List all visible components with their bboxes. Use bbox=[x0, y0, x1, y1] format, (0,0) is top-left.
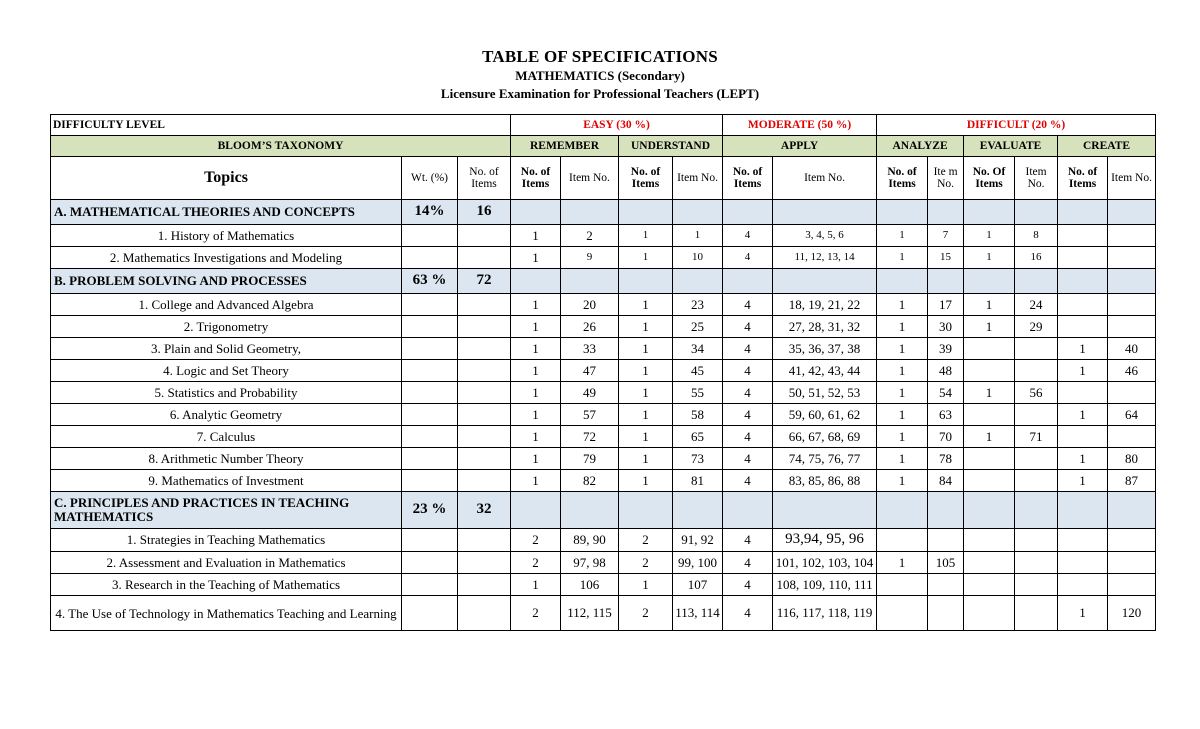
create-count: 1 bbox=[1058, 470, 1108, 492]
apply-count: 4 bbox=[723, 338, 773, 360]
evaluate-items bbox=[1015, 552, 1058, 574]
create-count bbox=[1058, 552, 1108, 574]
remember-items: 97, 98 bbox=[561, 552, 619, 574]
analyze-count: 1 bbox=[877, 247, 928, 269]
create-count bbox=[1058, 225, 1108, 247]
analyze-items: 54 bbox=[928, 382, 964, 404]
analyze-count: 1 bbox=[877, 225, 928, 247]
analyze-items: 70 bbox=[928, 426, 964, 448]
table-row bbox=[51, 470, 1156, 492]
evaluate-itemno-header: Item No. bbox=[1015, 157, 1058, 200]
analyze-count: 1 bbox=[877, 294, 928, 316]
create-items bbox=[1108, 382, 1156, 404]
table-row bbox=[51, 552, 1156, 574]
remember-items: 82 bbox=[561, 470, 619, 492]
evaluate-count bbox=[964, 529, 1015, 552]
evaluate-count bbox=[964, 338, 1015, 360]
create-items bbox=[1108, 247, 1156, 269]
remember-items: 9 bbox=[561, 247, 619, 269]
apply-items-header: No. of Items bbox=[723, 157, 773, 200]
table-row bbox=[51, 448, 1156, 470]
create-items bbox=[1108, 316, 1156, 338]
category-row-c bbox=[51, 492, 1156, 529]
table-row bbox=[51, 382, 1156, 404]
create-count: 1 bbox=[1058, 448, 1108, 470]
understand-items: 55 bbox=[673, 382, 723, 404]
create-items: 87 bbox=[1108, 470, 1156, 492]
remember-count: 1 bbox=[511, 404, 561, 426]
apply-header: APPLY bbox=[723, 136, 877, 157]
understand-items: 58 bbox=[673, 404, 723, 426]
evaluate-count: 1 bbox=[964, 225, 1015, 247]
create-items bbox=[1108, 225, 1156, 247]
analyze-items: 30 bbox=[928, 316, 964, 338]
remember-count: 1 bbox=[511, 382, 561, 404]
apply-count: 4 bbox=[723, 426, 773, 448]
create-count bbox=[1058, 529, 1108, 552]
create-items bbox=[1108, 552, 1156, 574]
apply-count: 4 bbox=[723, 529, 773, 552]
create-count bbox=[1058, 382, 1108, 404]
understand-count: 1 bbox=[619, 338, 673, 360]
evaluate-items bbox=[1015, 404, 1058, 426]
analyze-count: 1 bbox=[877, 316, 928, 338]
analyze-items: 7 bbox=[928, 225, 964, 247]
analyze-count bbox=[877, 596, 928, 631]
apply-items: 101, 102, 103, 104 bbox=[773, 552, 877, 574]
evaluate-count: 1 bbox=[964, 382, 1015, 404]
understand-items: 25 bbox=[673, 316, 723, 338]
evaluate-items bbox=[1015, 448, 1058, 470]
topic-name: 2. Mathematics Investigations and Modeling bbox=[51, 247, 402, 269]
understand-items: 65 bbox=[673, 426, 723, 448]
remember-count: 1 bbox=[511, 426, 561, 448]
table-row bbox=[51, 426, 1156, 448]
create-items: 120 bbox=[1108, 596, 1156, 631]
apply-items: 3, 4, 5, 6 bbox=[773, 225, 877, 247]
analyze-items: 78 bbox=[928, 448, 964, 470]
create-items: 80 bbox=[1108, 448, 1156, 470]
evaluate-header: EVALUATE bbox=[964, 136, 1058, 157]
document-subtitle: MATHEMATICS (Secondary) bbox=[515, 68, 685, 83]
analyze-count: 1 bbox=[877, 448, 928, 470]
category-title: C. PRINCIPLES AND PRACTICES IN TEACHING MATHEMATICS bbox=[51, 492, 402, 529]
category-row-a bbox=[51, 200, 1156, 225]
create-count: 1 bbox=[1058, 404, 1108, 426]
evaluate-count: 1 bbox=[964, 426, 1015, 448]
understand-count: 2 bbox=[619, 596, 673, 631]
analyze-itemno-header: Ite m No. bbox=[928, 157, 964, 200]
analyze-items: 48 bbox=[928, 360, 964, 382]
understand-count: 2 bbox=[619, 552, 673, 574]
apply-items: 27, 28, 31, 32 bbox=[773, 316, 877, 338]
analyze-items: 105 bbox=[928, 552, 964, 574]
topics-header: Topics bbox=[51, 157, 402, 200]
apply-items: 50, 51, 52, 53 bbox=[773, 382, 877, 404]
create-items: 46 bbox=[1108, 360, 1156, 382]
remember-items: 89, 90 bbox=[561, 529, 619, 552]
remember-items: 49 bbox=[561, 382, 619, 404]
apply-items: 74, 75, 76, 77 bbox=[773, 448, 877, 470]
difficult-header: DIFFICULT (20 %) bbox=[877, 115, 1156, 136]
apply-items: 11, 12, 13, 14 bbox=[773, 247, 877, 269]
evaluate-items bbox=[1015, 596, 1058, 631]
topic-name: 1. College and Advanced Algebra bbox=[51, 294, 402, 316]
evaluate-count bbox=[964, 552, 1015, 574]
remember-count: 1 bbox=[511, 448, 561, 470]
analyze-items: 39 bbox=[928, 338, 964, 360]
understand-items: 113, 114 bbox=[673, 596, 723, 631]
analyze-count: 1 bbox=[877, 382, 928, 404]
category-items: 16 bbox=[458, 200, 511, 225]
evaluate-items: 8 bbox=[1015, 225, 1058, 247]
remember-count: 2 bbox=[511, 596, 561, 631]
create-header: CREATE bbox=[1058, 136, 1156, 157]
create-count: 1 bbox=[1058, 360, 1108, 382]
evaluate-items: 24 bbox=[1015, 294, 1058, 316]
evaluate-count bbox=[964, 360, 1015, 382]
apply-count: 4 bbox=[723, 316, 773, 338]
remember-itemno-header: Item No. bbox=[561, 157, 619, 200]
evaluate-items: 71 bbox=[1015, 426, 1058, 448]
remember-count: 1 bbox=[511, 225, 561, 247]
apply-items: 41, 42, 43, 44 bbox=[773, 360, 877, 382]
topic-name: 4. The Use of Technology in Mathematics Teaching and Learning bbox=[51, 596, 402, 631]
evaluate-items bbox=[1015, 470, 1058, 492]
remember-items: 79 bbox=[561, 448, 619, 470]
moderate-header: MODERATE (50 %) bbox=[723, 115, 877, 136]
remember-items: 106 bbox=[561, 574, 619, 596]
evaluate-items: 56 bbox=[1015, 382, 1058, 404]
apply-count: 4 bbox=[723, 294, 773, 316]
topic-name: 2. Trigonometry bbox=[51, 316, 402, 338]
create-items bbox=[1108, 574, 1156, 596]
understand-count: 1 bbox=[619, 574, 673, 596]
topic-name: 1. History of Mathematics bbox=[51, 225, 402, 247]
category-title: B. PROBLEM SOLVING AND PROCESSES bbox=[51, 269, 402, 294]
topic-name: 8. Arithmetic Number Theory bbox=[51, 448, 402, 470]
understand-count: 1 bbox=[619, 316, 673, 338]
difficulty-level-row bbox=[51, 115, 1156, 136]
topic-name: 3. Research in the Teaching of Mathematics bbox=[51, 574, 402, 596]
apply-count: 4 bbox=[723, 225, 773, 247]
understand-items: 10 bbox=[673, 247, 723, 269]
understand-count: 1 bbox=[619, 404, 673, 426]
remember-count: 1 bbox=[511, 360, 561, 382]
remember-count: 1 bbox=[511, 294, 561, 316]
evaluate-items: 29 bbox=[1015, 316, 1058, 338]
analyze-items: 84 bbox=[928, 470, 964, 492]
create-count bbox=[1058, 426, 1108, 448]
remember-items: 33 bbox=[561, 338, 619, 360]
analyze-items: 15 bbox=[928, 247, 964, 269]
understand-count: 1 bbox=[619, 360, 673, 382]
remember-count: 2 bbox=[511, 529, 561, 552]
understand-count: 1 bbox=[619, 382, 673, 404]
analyze-count: 1 bbox=[877, 470, 928, 492]
bloom-taxonomy-row bbox=[51, 136, 1156, 157]
apply-items: 66, 67, 68, 69 bbox=[773, 426, 877, 448]
apply-count: 4 bbox=[723, 360, 773, 382]
understand-items-header: No. of Items bbox=[619, 157, 673, 200]
table-row bbox=[51, 404, 1156, 426]
analyze-count: 1 bbox=[877, 338, 928, 360]
apply-count: 4 bbox=[723, 247, 773, 269]
analyze-count: 1 bbox=[877, 426, 928, 448]
evaluate-items bbox=[1015, 360, 1058, 382]
remember-items: 47 bbox=[561, 360, 619, 382]
create-count: 1 bbox=[1058, 596, 1108, 631]
understand-items: 1 bbox=[673, 225, 723, 247]
table-row bbox=[51, 316, 1156, 338]
understand-items: 45 bbox=[673, 360, 723, 382]
evaluate-count bbox=[964, 470, 1015, 492]
analyze-items bbox=[928, 574, 964, 596]
analyze-header: ANALYZE bbox=[877, 136, 964, 157]
apply-count: 4 bbox=[723, 382, 773, 404]
apply-count: 4 bbox=[723, 404, 773, 426]
create-count: 1 bbox=[1058, 338, 1108, 360]
analyze-count bbox=[877, 574, 928, 596]
evaluate-items bbox=[1015, 574, 1058, 596]
analyze-count: 1 bbox=[877, 360, 928, 382]
apply-items: 116, 117, 118, 119 bbox=[773, 596, 877, 631]
apply-count: 4 bbox=[723, 470, 773, 492]
table-row bbox=[51, 247, 1156, 269]
understand-items: 107 bbox=[673, 574, 723, 596]
topic-name: 6. Analytic Geometry bbox=[51, 404, 402, 426]
understand-count: 1 bbox=[619, 294, 673, 316]
understand-itemno-header: Item No. bbox=[673, 157, 723, 200]
apply-items: 35, 36, 37, 38 bbox=[773, 338, 877, 360]
create-count bbox=[1058, 247, 1108, 269]
understand-count: 1 bbox=[619, 225, 673, 247]
understand-items: 34 bbox=[673, 338, 723, 360]
create-items bbox=[1108, 294, 1156, 316]
create-items bbox=[1108, 529, 1156, 552]
evaluate-count bbox=[964, 404, 1015, 426]
category-weight: 63 % bbox=[402, 269, 458, 294]
understand-count: 2 bbox=[619, 529, 673, 552]
analyze-count: 1 bbox=[877, 552, 928, 574]
topic-name: 2. Assessment and Evaluation in Mathematics bbox=[51, 552, 402, 574]
apply-count: 4 bbox=[723, 574, 773, 596]
analyze-items: 63 bbox=[928, 404, 964, 426]
apply-count: 4 bbox=[723, 448, 773, 470]
evaluate-count: 1 bbox=[964, 247, 1015, 269]
remember-count: 1 bbox=[511, 574, 561, 596]
remember-header: REMEMBER bbox=[511, 136, 619, 157]
create-count bbox=[1058, 574, 1108, 596]
table-row bbox=[51, 529, 1156, 552]
remember-count: 1 bbox=[511, 338, 561, 360]
table-row bbox=[51, 294, 1156, 316]
create-items: 64 bbox=[1108, 404, 1156, 426]
remember-items-header: No. of Items bbox=[511, 157, 561, 200]
table-row bbox=[51, 596, 1156, 631]
understand-count: 1 bbox=[619, 470, 673, 492]
topic-name: 5. Statistics and Probability bbox=[51, 382, 402, 404]
exam-name: Licensure Examination for Professional Teachers (LEPT) bbox=[440, 86, 760, 101]
understand-items: 23 bbox=[673, 294, 723, 316]
analyze-items-header: No. of Items bbox=[877, 157, 928, 200]
weight-header: Wt. (%) bbox=[402, 157, 458, 200]
apply-count: 4 bbox=[723, 552, 773, 574]
apply-count: 4 bbox=[723, 596, 773, 631]
apply-itemno-header: Item No. bbox=[773, 157, 877, 200]
remember-count: 1 bbox=[511, 316, 561, 338]
category-weight: 23 % bbox=[402, 492, 458, 529]
create-count bbox=[1058, 316, 1108, 338]
apply-items: 108, 109, 110, 111 bbox=[773, 574, 877, 596]
remember-items: 2 bbox=[561, 225, 619, 247]
remember-count: 1 bbox=[511, 470, 561, 492]
specifications-table bbox=[50, 114, 1156, 631]
remember-items: 72 bbox=[561, 426, 619, 448]
column-headers-row bbox=[51, 157, 1156, 200]
analyze-items bbox=[928, 529, 964, 552]
create-items bbox=[1108, 426, 1156, 448]
remember-items: 57 bbox=[561, 404, 619, 426]
understand-header: UNDERSTAND bbox=[619, 136, 723, 157]
analyze-items: 17 bbox=[928, 294, 964, 316]
remember-items: 26 bbox=[561, 316, 619, 338]
topic-name: 7. Calculus bbox=[51, 426, 402, 448]
category-items: 32 bbox=[458, 492, 511, 529]
evaluate-items bbox=[1015, 529, 1058, 552]
evaluate-count bbox=[964, 596, 1015, 631]
understand-items: 99, 100 bbox=[673, 552, 723, 574]
analyze-count bbox=[877, 529, 928, 552]
remember-items: 20 bbox=[561, 294, 619, 316]
remember-items: 112, 115 bbox=[561, 596, 619, 631]
understand-items: 81 bbox=[673, 470, 723, 492]
analyze-count: 1 bbox=[877, 404, 928, 426]
create-count bbox=[1058, 294, 1108, 316]
category-title: A. MATHEMATICAL THEORIES AND CONCEPTS bbox=[51, 200, 402, 225]
topic-name: 3. Plain and Solid Geometry, bbox=[51, 338, 402, 360]
evaluate-count bbox=[964, 574, 1015, 596]
topic-name: 9. Mathematics of Investment bbox=[51, 470, 402, 492]
remember-count: 1 bbox=[511, 247, 561, 269]
understand-items: 91, 92 bbox=[673, 529, 723, 552]
topic-name: 4. Logic and Set Theory bbox=[51, 360, 402, 382]
table-row bbox=[51, 338, 1156, 360]
apply-items: 59, 60, 61, 62 bbox=[773, 404, 877, 426]
analyze-items bbox=[928, 596, 964, 631]
apply-items: 83, 85, 86, 88 bbox=[773, 470, 877, 492]
understand-items: 73 bbox=[673, 448, 723, 470]
remember-count: 2 bbox=[511, 552, 561, 574]
evaluate-count: 1 bbox=[964, 316, 1015, 338]
create-items-header: No. of Items bbox=[1058, 157, 1108, 200]
difficulty-level-label: DIFFICULTY LEVEL bbox=[51, 115, 511, 136]
document-title: TABLE OF SPECIFICATIONS bbox=[482, 47, 718, 66]
bloom-taxonomy-label: BLOOM’S TAXONOMY bbox=[51, 136, 511, 157]
easy-header: EASY (30 %) bbox=[511, 115, 723, 136]
create-items: 40 bbox=[1108, 338, 1156, 360]
items-count-header: No. of Items bbox=[458, 157, 511, 200]
category-row-b bbox=[51, 269, 1156, 294]
understand-count: 1 bbox=[619, 426, 673, 448]
table-row bbox=[51, 360, 1156, 382]
topic-name: 1. Strategies in Teaching Mathematics bbox=[51, 529, 402, 552]
evaluate-count: 1 bbox=[964, 294, 1015, 316]
category-weight: 14% bbox=[402, 200, 458, 225]
apply-items: 18, 19, 21, 22 bbox=[773, 294, 877, 316]
evaluate-items: 16 bbox=[1015, 247, 1058, 269]
understand-count: 1 bbox=[619, 448, 673, 470]
apply-items: 93,94, 95, 96 bbox=[773, 529, 877, 552]
create-itemno-header: Item No. bbox=[1108, 157, 1156, 200]
evaluate-items-header: No. Of Items bbox=[964, 157, 1015, 200]
table-row bbox=[51, 574, 1156, 596]
evaluate-count bbox=[964, 448, 1015, 470]
evaluate-items bbox=[1015, 338, 1058, 360]
table-row bbox=[51, 225, 1156, 247]
category-items: 72 bbox=[458, 269, 511, 294]
understand-count: 1 bbox=[619, 247, 673, 269]
